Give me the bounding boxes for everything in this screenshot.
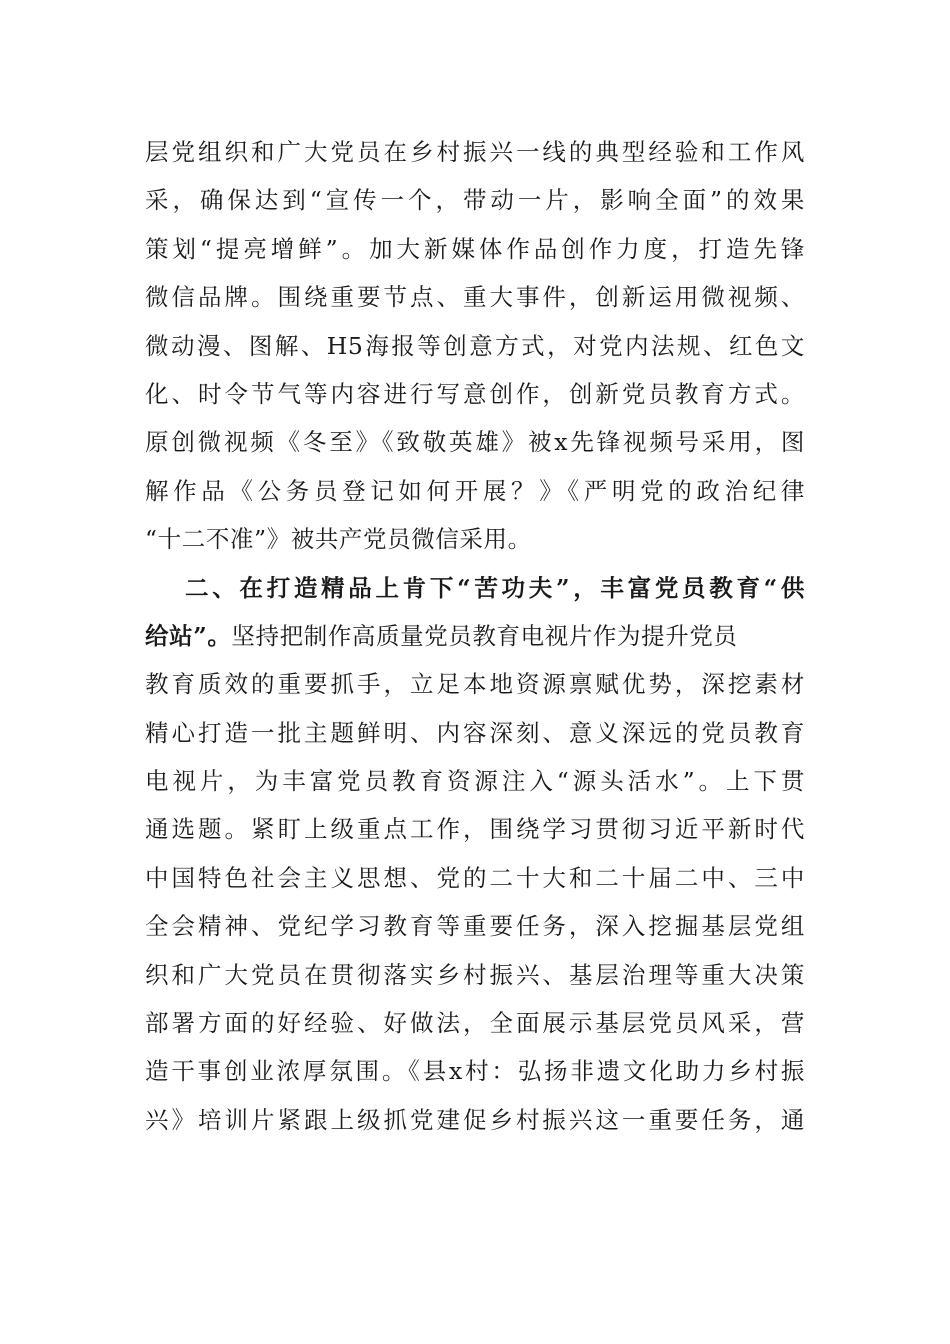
text-line: 造干事创业浓厚氛围。《县x村：弘扬非遗文化助力乡村振 [145, 1057, 805, 1086]
text-line: 采，确保达到“宣传一个，带动一片，影响全面”的效果 [145, 186, 805, 215]
text-line: 兴》培训片紧跟上级抓党建促乡村振兴这一重要任务，通 [145, 1105, 805, 1134]
text-line: 精心打造一批主题鲜明、内容深刻、意义深远的党员教育 [145, 718, 805, 747]
text-line: 通选题。紧盯上级重点工作，围绕学习贯彻习近平新时代 [145, 815, 805, 844]
text-line: 策划“提亮增鲜”。加大新媒体作品创作力度，打造先锋 [145, 234, 805, 263]
text-line: 微信品牌。围绕重要节点、重大事件，创新运用微视频、 [145, 283, 805, 312]
section-heading-continuation [145, 612, 805, 660]
text-line: 全会精神、党纪学习教育等重要任务，深入挖掘基层党组 [145, 912, 805, 941]
text-line: 解作品《公务员登记如何开展？》《严明党的政治纪律 [145, 476, 805, 505]
text-line: 化、时令节气等内容进行写意创作，创新党员教育方式。 [145, 379, 805, 408]
text-line: 层党组织和广大党员在乡村振兴一线的典型经验和工作风 [145, 138, 805, 166]
section-heading: 二、在打造精品上肯下“苦功夫”，丰富党员教育“供 [185, 573, 805, 602]
text-line: 部署方面的好经验、好做法，全面展示基层党员风采，营 [145, 1009, 805, 1038]
document-body [145, 128, 805, 1144]
text-line: 微动漫、图解、H5海报等创意方式，对党内法规、红色文 [145, 331, 805, 360]
section-heading-end: 给站”。 [145, 621, 232, 650]
text-line: 教育质效的重要抓手，立足本地资源禀赋优势，深挖素材 [145, 670, 805, 699]
text-line: 织和广大党员在贯彻落实乡村振兴、基层治理等重大决策 [145, 960, 805, 989]
text-line: “十二不准”》被共产党员微信采用。 [145, 525, 532, 554]
section-body-start: 坚持把制作高质量党员教育电视片作为提升党员 [231, 621, 738, 650]
text-line: 中国特色社会主义思想、党的二十大和二十届二中、三中 [145, 863, 805, 892]
text-line: 电视片，为丰富党员教育资源注入“源头活水”。上下贯 [145, 767, 805, 796]
text-line: 原创微视频《冬至》《致敬英雄》被x先锋视频号采用，图 [145, 428, 805, 457]
